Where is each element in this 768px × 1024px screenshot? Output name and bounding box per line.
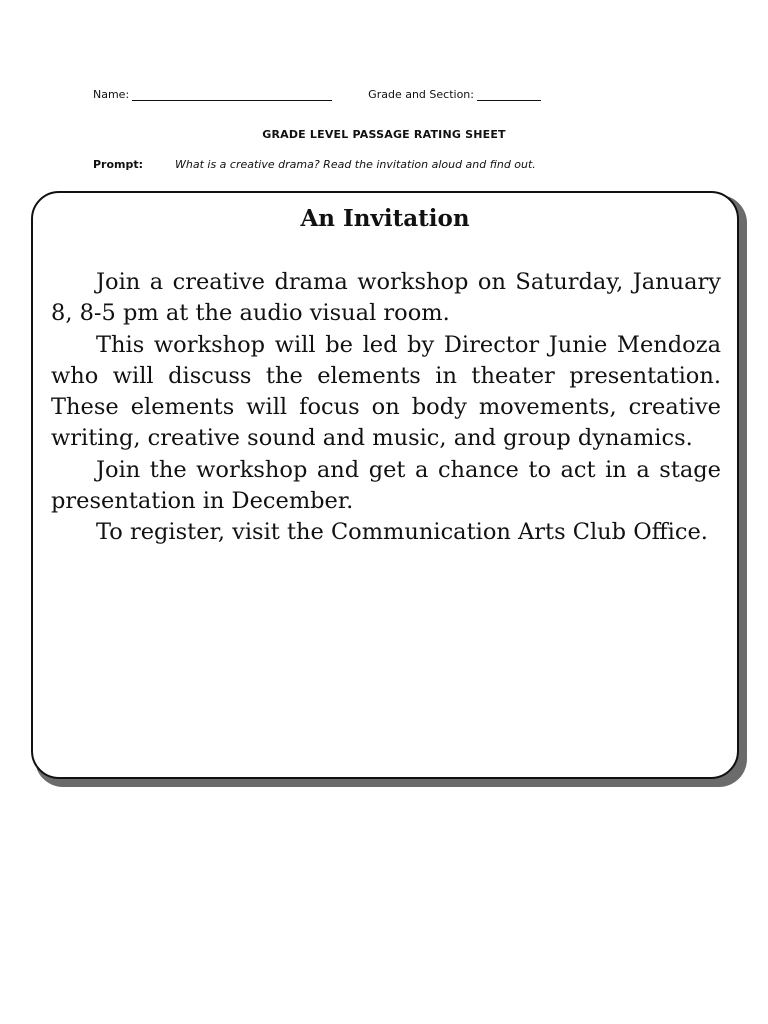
sheet-title: GRADE LEVEL PASSAGE RATING SHEET [262,128,506,141]
grade-section-group [368,88,541,101]
passage-paragraph: Join the workshop and get a chance to act in a stage presentation in December. [51,456,721,515]
invitation-card [31,191,739,779]
name-field[interactable] [132,90,332,101]
passage-paragraph: Join a creative drama workshop on Saturday, January 8, 8-5 pm at the audio visual room. [51,269,721,327]
passage-paragraph: This workshop will be led by Director Junie Mendoza who will discuss the elements in theater presentation. These elements will focus on body movements, creative writing, creative sound and music, and group dynamics. [51,331,721,452]
grade-section-label: Grade and Section: [368,88,474,101]
grade-section-field[interactable] [477,90,541,101]
name-label: Name: [93,88,130,101]
prompt-row [93,158,536,171]
invitation-title: An Invitation [300,205,470,232]
prompt-label: Prompt: [93,158,144,171]
invitation-passage [51,267,721,549]
passage-paragraph: To register, visit the Communication Arts Club Office. [96,519,708,546]
prompt-text: What is a creative drama? Read the invitation aloud and find out. [175,158,536,171]
student-info-header [93,88,541,101]
